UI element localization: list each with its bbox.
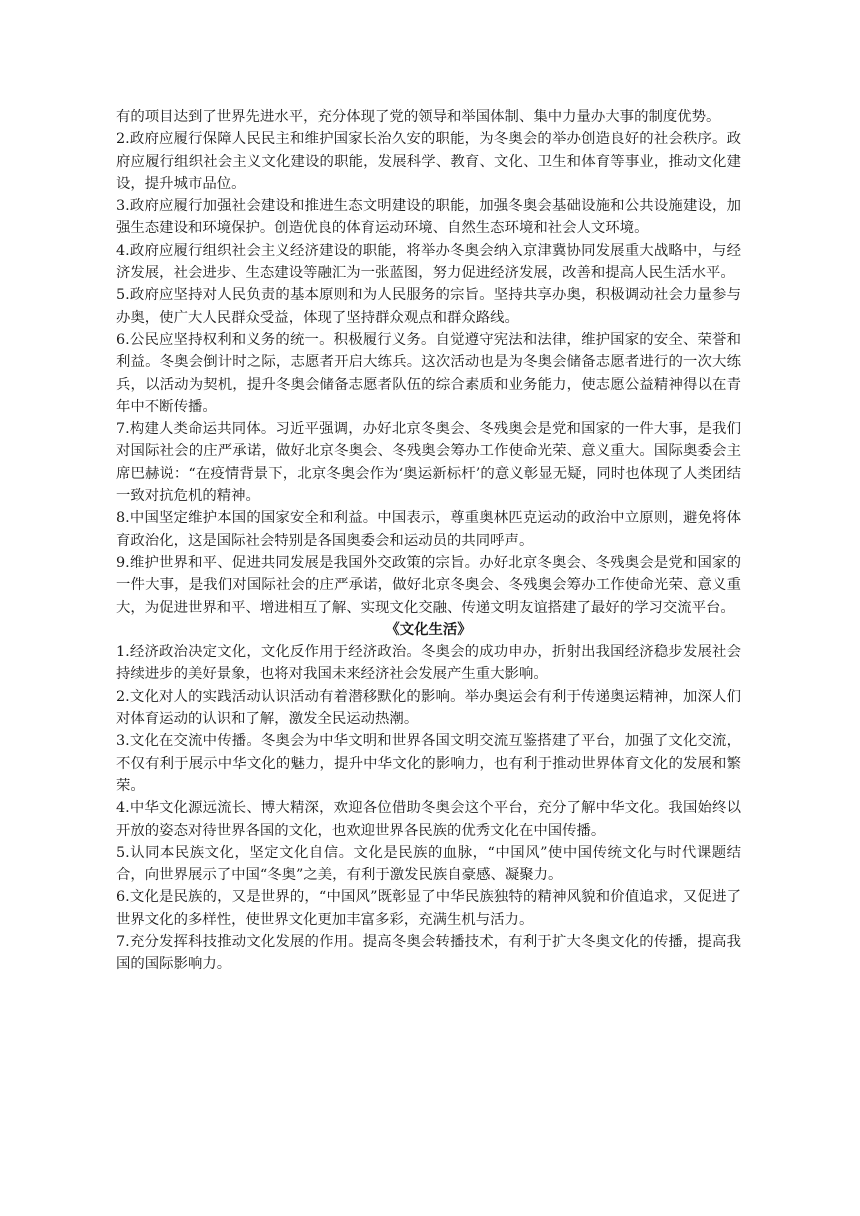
document-page xyxy=(116,106,741,976)
culture-paragraph-5: 5.认同本民族文化，坚定文化自信。文化是民族的血脉，“中国风”使中国传统文化与时代课题结合，向世界展示了中国“冬奥”之美，有利于激发民族自豪感、凝聚力。 xyxy=(116,844,741,884)
paragraph-item-6: 6.公民应坚持权利和义务的统一。积极履行义务。自觉遵守宪法和法律，维护国家的安全、荣誉和利益。冬奥会倒计时之际，志愿者开启大练兵。这次活动也是为冬奥会储备志愿者进行的一次大练兵，以活动为契机，提升冬奥会储备志愿者队伍的综合素质和业务能力，使志愿公益精神得以在青年中不断传播。 xyxy=(116,331,741,415)
paragraph-continuation: 有的项目达到了世界先进水平，充分体现了党的领导和举国体制、集中力量办大事的制度优势。 xyxy=(116,109,721,125)
paragraph-item-4: 4.政府应履行组织社会主义经济建设的职能，将举办冬奥会纳入京津冀协同发展重大战略中，与经济发展，社会进步、生态建设等融汇为一张蓝图，努力促进经济发展，改善和提高人民生活水平。 xyxy=(116,242,741,282)
culture-paragraph-6: 6.文化是民族的，又是世界的，“中国风”既彰显了中华民族独特的精神风貌和价值追求，又促进了世界文化的多样性，使世界文化更加丰富多彩，充满生机与活力。 xyxy=(116,889,741,928)
paragraph-item-7: 7.构建人类命运共同体。习近平强调，办好北京冬奥会、冬残奥会是党和国家的一件大事，是我们对国际社会的庄严承诺，做好北京冬奥会、冬残奥会筹办工作使命光荣、意义重大。国际奥委会主席巴赫说：“在疫情背景下，北京冬奥会作为‘奥运新标杆’的意义彰显无疑，同时也体现了人类团结一致对抗危机的精神。 xyxy=(116,421,741,505)
paragraph-item-2: 2.政府应履行保障人民民主和维护国家长治久安的职能，为冬奥会的举办创造良好的社会秩序。政府应履行组织社会主义文化建设的职能，发展科学、教育、文化、卫生和体育等事业，推动文化建设，提升城市品位。 xyxy=(116,131,741,192)
culture-paragraph-4: 4.中华文化源远流长、博大精深，欢迎各位借助冬奥会这个平台，充分了解中华文化。我国始终以开放的姿态对待世界各国的文化，也欢迎世界各民族的优秀文化在中国传播。 xyxy=(116,800,741,839)
section-heading-culture-life: 《文化生活》 xyxy=(385,620,472,638)
paragraph-item-3: 3.政府应履行加强社会建设和推进生态文明建设的职能，加强冬奥会基础设施和公共设施建设，加强生态建设和环境保护。创造优良的体育运动环境、自然生态环境和社会人文环境。 xyxy=(116,198,741,237)
paragraph-item-8: 8.中国坚定维护本国的国家安全和利益。中国表示，尊重奥林匹克运动的政治中立原则，避免将体育政治化，这是国际社会特别是各国奥委会和运动员的共同呼声。 xyxy=(116,510,741,549)
culture-paragraph-2: 2.文化对人的实践活动认识活动有着潜移默化的影响。举办奥运会有利于传递奥运精神，加深人们对体育运动的认识和了解，激发全民运动热潮。 xyxy=(116,688,741,728)
culture-paragraph-1: 1.经济政治决定文化，文化反作用于经济政治。冬奥会的成功申办，折射出我国经济稳步发展社会持续进步的美好景象，也将对我国未来经济社会发展产生重大影响。 xyxy=(116,644,741,683)
culture-paragraph-3: 3.文化在交流中传播。冬奥会为中华文明和世界各国文明交流互鉴搭建了平台，加强了文化交流，不仅有利于展示中华文化的魅力，提升中华文化的影响力，也有利于推动世界体育文化的发展和繁荣。 xyxy=(116,733,741,794)
culture-paragraph-7: 7.充分发挥科技推动文化发展的作用。提高冬奥会转播技术，有利于扩大冬奥文化的传播，提高我国的国际影响力。 xyxy=(116,933,741,973)
paragraph-item-5: 5.政府应坚持对人民负责的基本原则和为人民服务的宗旨。坚持共享办奥，积极调动社会力量参与办奥，使广大人民群众受益，体现了坚持群众观点和群众路线。 xyxy=(116,287,741,326)
paragraph-item-9: 9.维护世界和平、促进共同发展是我国外交政策的宗旨。办好北京冬奥会、冬残奥会是党和国家的一件大事，是我们对国际社会的庄严承诺，做好北京冬奥会、冬残奥会筹办工作使命光荣、意义重大，为促进世界和平、增进相互了解、实现文化交融、传递文明友谊搭建了最好的学习交流平台。 xyxy=(116,554,741,616)
